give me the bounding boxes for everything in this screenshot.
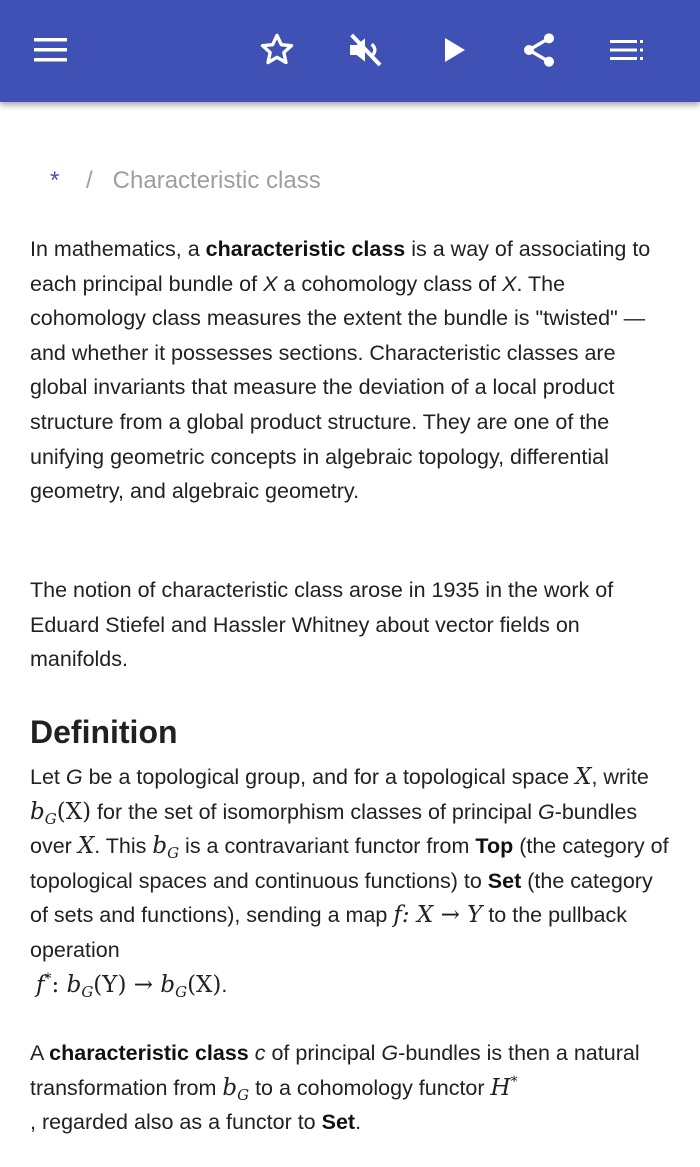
math-pullback [36,970,222,1001]
math-arrow: → [126,971,161,998]
math-b: b [152,833,168,860]
math-subscript-g: G [175,982,188,1001]
definition-text: A [30,1041,50,1065]
math-b: b [160,971,176,998]
math-arg: (Y) [93,971,127,998]
math-var-g: G [65,765,83,789]
breadcrumb [50,166,321,196]
definition-text: of principal [265,1041,382,1065]
breadcrumb-separator: / [86,167,93,194]
definition-text: . This [94,834,153,859]
intro-text: In mathematics, a [30,237,206,261]
definition-text: to the pullback operation [30,903,627,962]
definition-text: for the set of isomorphism classes of principal [91,799,538,824]
definition-text: (the category of topological spaces and continuous functions) to [30,834,669,893]
breadcrumb-home-link[interactable]: * [50,167,60,194]
definition-text: Let [30,765,66,789]
math-arg: (X) [56,798,92,825]
section-heading-definition: Definition [30,714,178,750]
math-star: * [510,1073,518,1090]
math-b: b [66,971,82,998]
history-paragraph: The notion of characteristic class arose in 1935 in the work of Eduard Stiefel and Hassler Whitney about vector fields on manifolds. [30,578,614,672]
intro-text: is a way of associating to each principal bundle of [30,237,651,296]
math-subscript-g: G [237,1085,250,1104]
math-var-x: X [263,271,278,296]
definition-text: (the category of sets and functions), sending a map [30,868,653,928]
definition-text: be a topological group, and for a topological space [82,765,576,789]
math-bg [222,1074,250,1104]
breadcrumb-current: Characteristic class [112,167,321,194]
math-b: b [222,1074,238,1101]
math-subscript-g: G [81,982,94,1001]
intro-paragraph [30,232,675,509]
definition-text: is a contravariant functor from [179,834,476,859]
math-subscript-g: G [44,809,57,828]
math-arg: (X) [187,971,222,998]
play-icon[interactable] [426,22,482,78]
definition-text: to a cohomology functor [249,1075,491,1100]
math-var-g: G [381,1041,399,1065]
term-set: Set [487,868,522,893]
math-bg-x [30,798,92,828]
math-h-star [491,1075,518,1101]
math-var-x: X [502,271,517,296]
math-colon: : [51,971,67,998]
definition-text: -bundles over [30,799,638,859]
characteristic-class-paragraph [30,1036,675,1140]
math-var-x: X [77,833,95,860]
math-bg [152,833,180,863]
definition-text: . [355,1110,362,1135]
math-var-g: G [537,799,555,824]
math-h: H [490,1074,511,1101]
math-b: b [30,798,45,825]
volume-off-icon[interactable] [337,22,393,78]
definition-paragraph [30,760,675,1002]
definition-text: . [221,972,228,997]
definition-text: , regarded also as a functor to [30,1110,322,1135]
definition-text: -bundles is then a natural transformation from [30,1041,640,1100]
math-f: f [36,971,45,998]
term-set: Set [321,1110,356,1135]
intro-text: . The cohomology class measures the extent the bundle is "twisted" — and whether it possesses sections. Characteristic classes are global invariants that measure the deviation of a local product structure from a global product structure. They are one of the unifying geometric concepts in algebraic topology, differential geometry, and algebraic geometry. [30,271,646,504]
intro-text: a cohomology class of [277,271,503,296]
math-star: * [44,970,52,987]
math-var-c: c [254,1041,266,1065]
app-bar [0,0,700,102]
term-characteristic-class: characteristic class [49,1041,249,1065]
share-icon[interactable] [511,22,567,78]
math-map-f: f: X → Y [393,902,483,929]
term-top: Top [475,834,514,859]
menu-icon[interactable] [23,22,79,78]
definition-text: , write [591,765,649,789]
toc-list-icon[interactable] [599,22,655,78]
star-outline-icon[interactable] [249,22,305,78]
math-var-x: X [575,764,592,790]
math-subscript-g: G [167,844,180,863]
term-characteristic-class: characteristic class [205,237,406,261]
